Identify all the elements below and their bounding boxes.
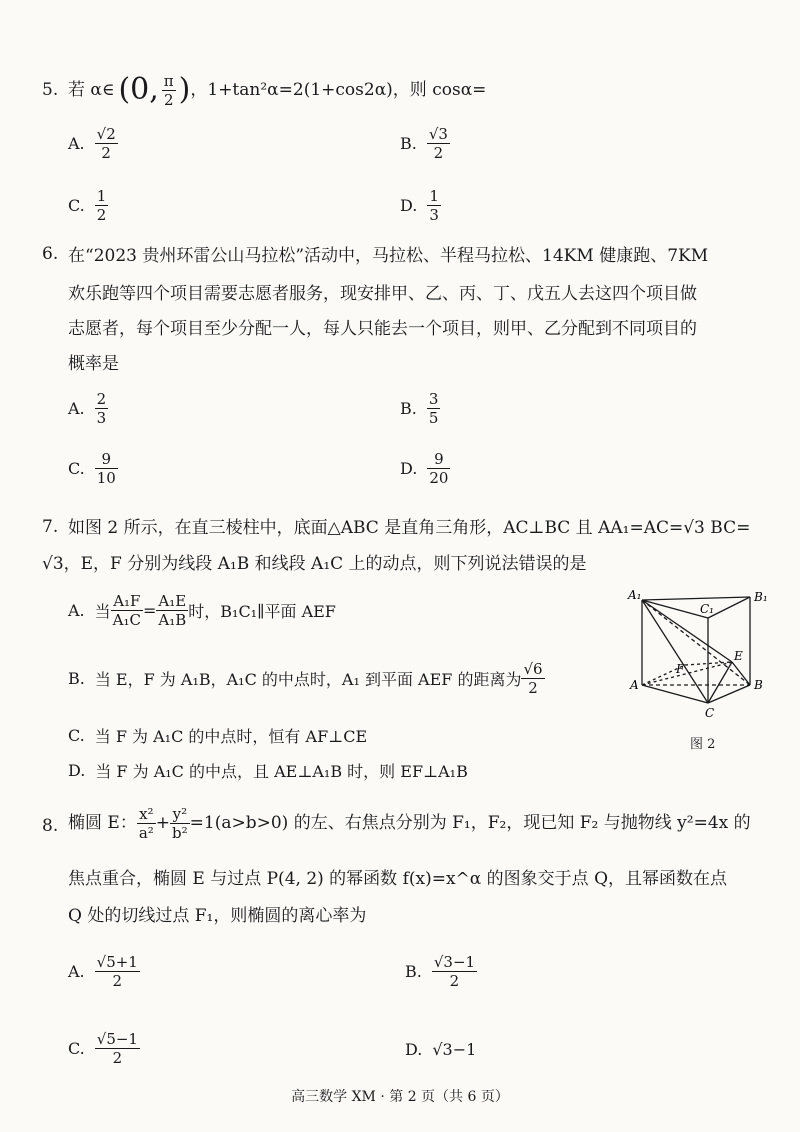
fraction: $\frac{\text{A₁F}}{\text{A₁C}}$ xyxy=(112,592,141,629)
figure-2-prism xyxy=(620,585,780,755)
option-a[interactable]: A. 当 $\frac{\text{A₁F}}{\text{A₁C}}$ = $\frac{\text{A₁E}}{\text{A₁B}}$ 时，B₁C₁∥平面 AEF xyxy=(68,592,336,629)
question-line: 志愿者，每个项目至少分配一人，每人只能去一个项目，则甲、乙分配到不同项目的 xyxy=(68,319,697,339)
interval-right: ) xyxy=(178,72,191,107)
question-stem xyxy=(68,70,486,110)
label-e: E xyxy=(734,649,743,663)
label-c1: C₁ xyxy=(700,602,714,616)
pi-over-2-fraction: $\frac{\pi}{2}$ xyxy=(163,71,174,109)
question-number: 6. xyxy=(42,244,59,264)
option-c[interactable]: C. $\frac{9}{10}$ xyxy=(68,450,116,487)
option-d[interactable]: D. $\frac{1}{3}$ xyxy=(400,187,439,224)
edge-a1-b1 xyxy=(642,597,750,600)
fraction: $\frac{1}{2}$ xyxy=(96,187,107,224)
question-line: 如图 2 所示，在直三棱柱中，底面△ABC 是直角三角形，AC⊥BC 且 AA₁=AC=√3 BC= xyxy=(68,518,751,538)
fraction: $\frac{9}{10}$ xyxy=(96,450,116,487)
label-a: A xyxy=(630,678,639,692)
option-d[interactable]: D. √3−1 xyxy=(405,1040,477,1059)
segment-a1-b xyxy=(642,600,750,685)
fraction: $\frac{9}{20}$ xyxy=(429,450,449,487)
option-b[interactable]: B. 当 E，F 为 A₁B，A₁C 的中点时，A₁ 到平面 AEF 的距离为 $\frac{√6}{2}$ xyxy=(68,660,543,697)
option-d[interactable]: D. $\frac{9}{20}$ xyxy=(400,450,449,487)
label-a1: A₁ xyxy=(628,588,642,602)
fraction: $\frac{√5-1}{2}$ xyxy=(96,1030,138,1067)
question-line: √3，E，F 分别为线段 A₁B 和线段 A₁C 上的动点，则下列说法错误的是 xyxy=(42,554,587,574)
edge-c1-b1 xyxy=(708,597,750,618)
fraction: $\frac{√3-1}{2}$ xyxy=(433,953,476,990)
segment-a1-e xyxy=(642,600,732,662)
fraction: $\frac{√6}{2}$ xyxy=(523,660,543,697)
segment-c-e xyxy=(708,662,732,703)
fraction: $\frac{\text{y²}}{\text{b²}}$ xyxy=(172,804,188,842)
label-c: C xyxy=(705,706,715,720)
question-line: 欢乐跑等四个项目需要志愿者服务，现安排甲、乙、丙、丁、戊五人去这四个项目做 xyxy=(68,284,697,304)
fraction: $\frac{3}{5}$ xyxy=(428,390,439,427)
label-b: B xyxy=(754,678,763,692)
option-b[interactable]: B. $\frac{√3-1}{2}$ xyxy=(405,953,476,990)
question-number: 7. xyxy=(42,517,59,537)
fraction: $\frac{√5+1}{2}$ xyxy=(96,953,138,990)
stem-text: ，1+tan²α=2(1+cos2α)，则 cosα= xyxy=(190,80,487,100)
page-footer: 高三数学 XM · 第 2 页（共 6 页） xyxy=(291,1089,509,1105)
question-line: 概率是 xyxy=(68,354,119,374)
option-a[interactable]: A. $\frac{√5+1}{2}$ xyxy=(68,953,138,990)
question-line: Q 处的切线过点 F₁，则椭圆的离心率为 xyxy=(68,906,367,926)
question-line: 在“2023 贵州环雷公山马拉松”活动中，马拉松、半程马拉松、14KM 健康跑、7KM xyxy=(68,246,709,266)
stem-text: 若 α∈ xyxy=(68,80,115,100)
question-number: 5. xyxy=(42,80,59,100)
question-line: 焦点重合，椭圆 E 与过点 P(4, 2) 的幂函数 f(x)=x^α 的图象交于点 Q，且幂函数在点 xyxy=(68,869,728,889)
question-line: 椭圆 E： $\frac{\text{x²}}{\text{a²}}$ + $\frac{\text{y²}}{\text{b²}}$ =1(a>b>0) 的左、右焦点分别为 F₁，F₂，现已知 F₂ 与抛物线 y²=4x 的 xyxy=(68,804,751,842)
label-f: F xyxy=(676,662,685,676)
figure-caption: 图 2 xyxy=(690,737,716,752)
option-b[interactable]: B. $\frac{3}{5}$ xyxy=(400,390,439,427)
fraction: $\frac{√2}{2}$ xyxy=(96,125,116,162)
option-a[interactable]: A. $\frac{2}{3}$ xyxy=(68,390,107,427)
fraction: $\frac{\text{x²}}{\text{a²}}$ xyxy=(138,804,154,842)
option-c[interactable]: C. $\frac{√5-1}{2}$ xyxy=(68,1030,138,1067)
fraction: $\frac{2}{3}$ xyxy=(96,390,107,427)
fraction: $\frac{\text{A₁E}}{\text{A₁B}}$ xyxy=(158,592,187,629)
segment-e-b xyxy=(732,662,750,685)
question-number: 8. xyxy=(42,816,59,836)
option-b[interactable]: B. $\frac{√3}{2}$ xyxy=(400,125,448,162)
interval-left: (0, xyxy=(118,72,159,107)
fraction: $\frac{1}{3}$ xyxy=(429,187,439,224)
fraction: $\frac{√3}{2}$ xyxy=(428,125,448,162)
option-a[interactable]: A. $\frac{√2}{2}$ xyxy=(68,125,116,162)
label-b1: B₁ xyxy=(754,590,768,604)
edge-c-b xyxy=(708,685,750,703)
option-c[interactable]: C. 当 F 为 A₁C 的中点时，恒有 AF⊥CE xyxy=(68,726,368,746)
option-c[interactable]: C. $\frac{1}{2}$ xyxy=(68,187,107,224)
option-d[interactable]: D. 当 F 为 A₁C 的中点，且 AE⊥A₁B 时，则 EF⊥A₁B xyxy=(68,761,468,781)
